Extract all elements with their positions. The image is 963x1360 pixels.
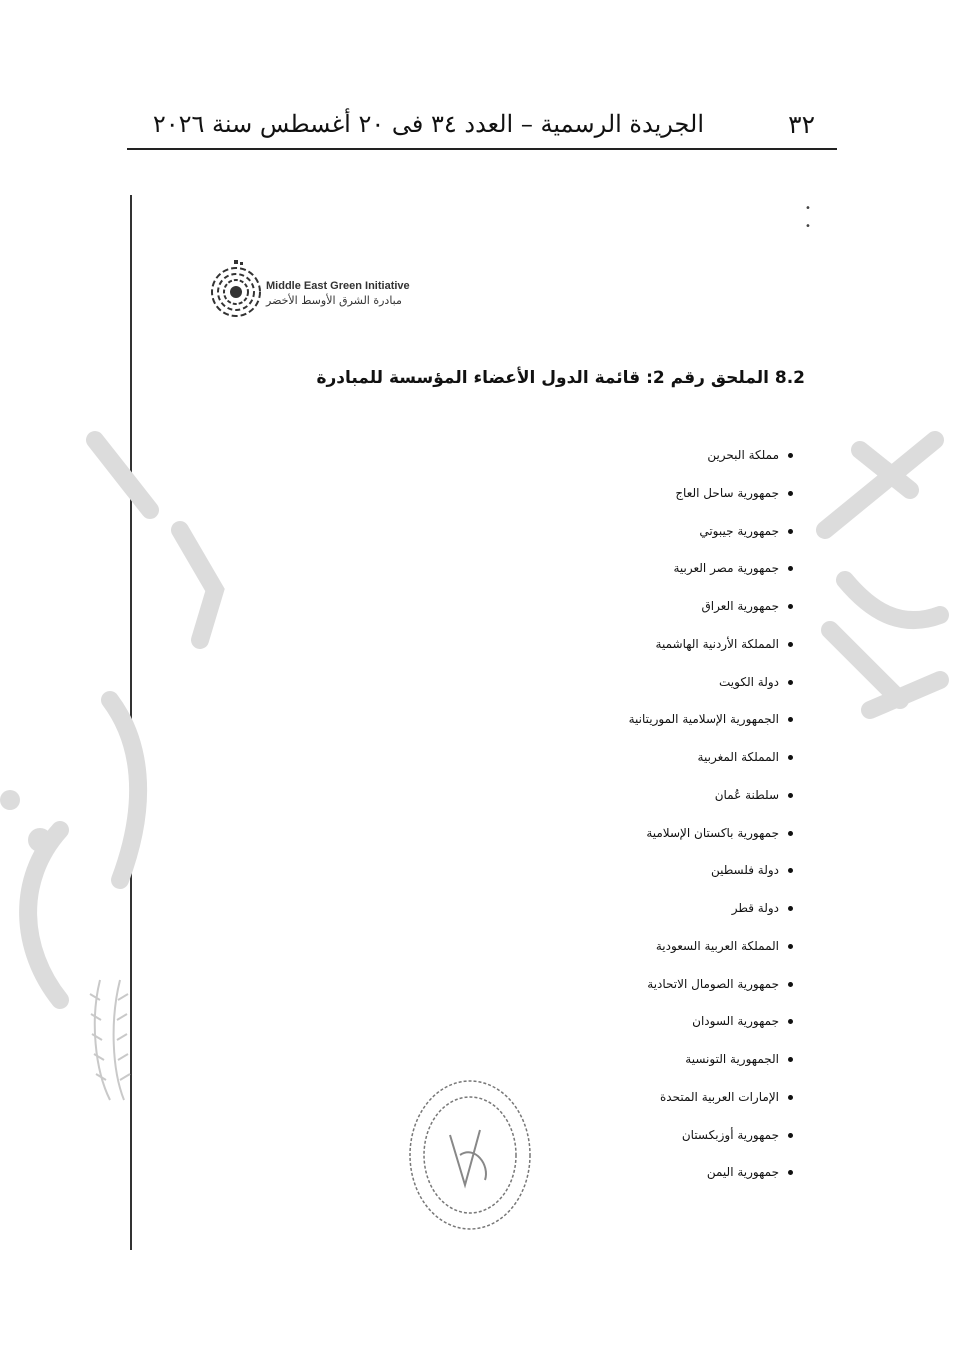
- bullet-icon: [788, 1095, 793, 1100]
- scan-specks: • •: [805, 203, 811, 232]
- section-title: 8.2 الملحق رقم 2: قائمة الدول الأعضاء المؤسسة للمبادرة: [316, 368, 805, 388]
- list-item: [629, 670, 793, 708]
- country-name: مملكة البحرين: [707, 448, 779, 462]
- country-name: جمهورية ساحل العاج: [675, 485, 779, 500]
- logo-text-en: Middle East Green Initiative: [266, 280, 410, 292]
- list-item: [629, 632, 793, 670]
- megi-circular-emblem-icon: [208, 254, 264, 328]
- list-item: [629, 1123, 793, 1161]
- list-item: [629, 1160, 793, 1198]
- list-item: [629, 707, 793, 745]
- list-item: [629, 858, 793, 896]
- list-item: [629, 821, 793, 859]
- bullet-icon: [788, 982, 793, 987]
- country-name: دولة الكويت: [719, 674, 779, 689]
- country-name: جمهورية أوزبكستان: [681, 1127, 779, 1142]
- list-item: [629, 556, 793, 594]
- bullet-icon: [788, 755, 793, 760]
- country-name: المملكة العربية السعودية: [655, 938, 779, 953]
- member-countries-list: [629, 443, 793, 1198]
- country-name: دولة فلسطين: [710, 863, 779, 878]
- page-header: [127, 102, 837, 150]
- country-name: جمهورية جيبوتي: [699, 523, 779, 538]
- country-name: الجمهورية الإسلامية الموريتانية: [628, 712, 779, 727]
- bullet-icon: [788, 1019, 793, 1024]
- list-item: [629, 745, 793, 783]
- bullet-icon: [788, 1057, 793, 1062]
- bullet-icon: [788, 868, 793, 873]
- bullet-icon: [788, 1133, 793, 1138]
- country-name: جمهورية مصر العربية: [673, 561, 779, 576]
- list-item: [629, 1009, 793, 1047]
- list-item: [629, 1085, 793, 1123]
- bullet-icon: [788, 680, 793, 685]
- list-item: [629, 481, 793, 519]
- list-item: [629, 443, 793, 481]
- list-item: [629, 783, 793, 821]
- list-item: [629, 896, 793, 934]
- country-name: المملكة الأردنية الهاشمية: [655, 636, 779, 651]
- bullet-icon: [788, 642, 793, 647]
- bullet-icon: [788, 566, 793, 571]
- list-item: [629, 1047, 793, 1085]
- megi-logo: [208, 254, 408, 328]
- list-item: [629, 934, 793, 972]
- country-name: دولة قطر: [731, 901, 779, 915]
- scan-page-edge: [130, 195, 132, 1250]
- bullet-icon: [788, 491, 793, 496]
- bullet-icon: [788, 717, 793, 722]
- list-item: [629, 519, 793, 557]
- country-name: جمهورية السودان: [692, 1014, 779, 1029]
- bullet-icon: [788, 529, 793, 534]
- bullet-icon: [788, 793, 793, 798]
- bullet-icon: [788, 906, 793, 911]
- country-name: المملكة المغربية: [697, 750, 779, 764]
- bullet-icon: [788, 831, 793, 836]
- country-name: جمهورية اليمن: [706, 1165, 779, 1180]
- list-item: [629, 972, 793, 1010]
- country-name: جمهورية باكستان الإسلامية: [646, 825, 779, 840]
- country-name: الإمارات العربية المتحدة: [660, 1089, 779, 1104]
- official-seal-icon: [405, 1075, 535, 1235]
- country-name: سلطنة عُمان: [714, 787, 779, 802]
- country-name: جمهورية الصومال الاتحادية: [647, 976, 779, 991]
- logo-text-ar: مبادرة الشرق الأوسط الأخضر: [266, 294, 402, 307]
- page-number: ٣٢: [788, 110, 815, 139]
- bullet-icon: [788, 604, 793, 609]
- bullet-icon: [788, 1170, 793, 1175]
- country-name: الجمهورية التونسية: [685, 1052, 779, 1066]
- publisher-watermark-icon: [0, 380, 963, 1140]
- gazette-header-title: الجريدة الرسمية – العدد ٣٤ فى ٢٠ أغسطس سنة ٢٠٢٦: [152, 110, 704, 138]
- bullet-icon: [788, 453, 793, 458]
- country-name: جمهورية العراق: [701, 599, 779, 613]
- bullet-icon: [788, 944, 793, 949]
- list-item: [629, 594, 793, 632]
